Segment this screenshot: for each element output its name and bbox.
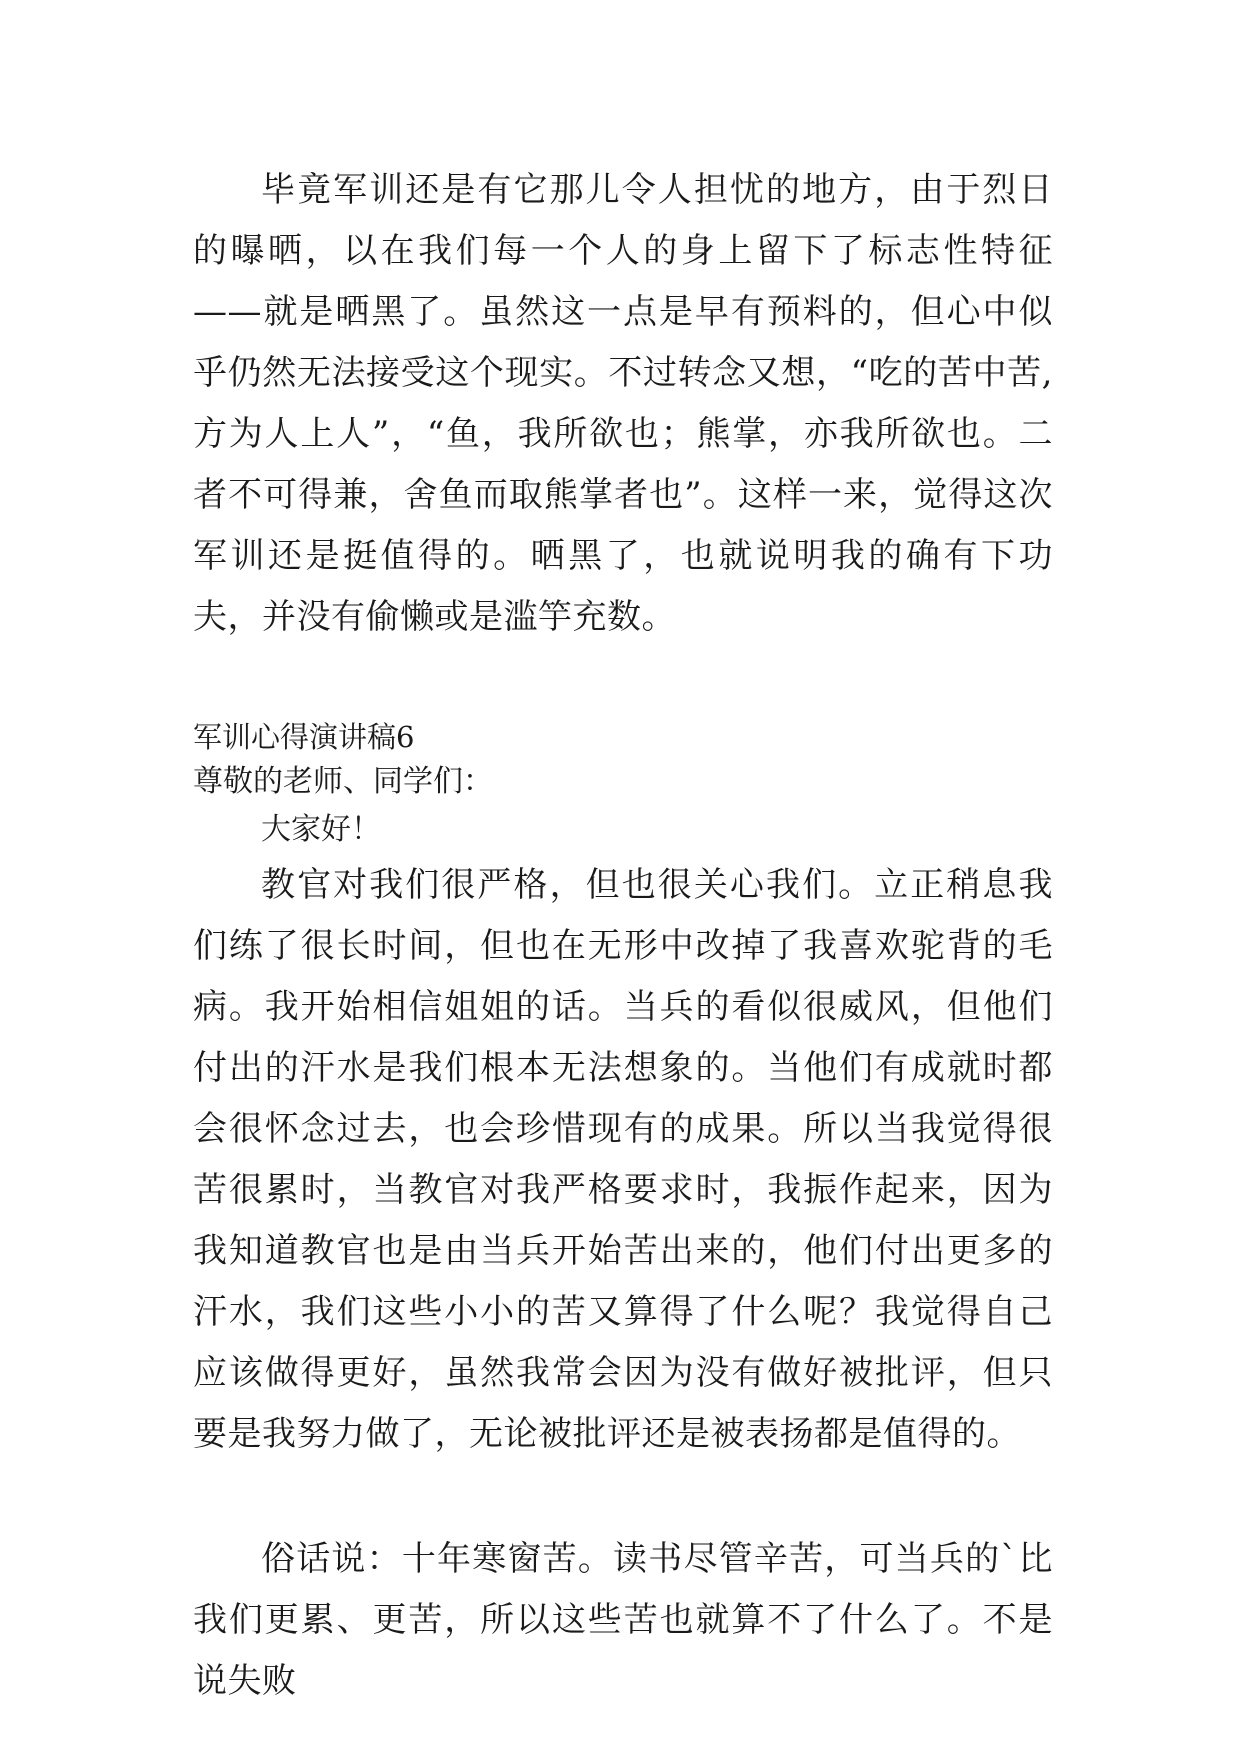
paragraph-instructor: 教官对我们很严格，但也很关心我们。立正稍息我们练了很长时间，但也在无形中改掉了我喜欢驼背的毛病。我开始相信姐姐的话。当兵的看似很威风，但他们付出的汗水是我们根本无法想象的。当他们有成就时都会很怀念过去，也会珍惜现有的成果。所以当我觉得很苦很累时，当教官对我严格要求时，我振作起来，因为我知道教官也是由当兵开始苦出来的，他们付出更多的汗水，我们这些小小的苦又算得了什么呢？我觉得自己应该做得更好，虽然我常会因为没有做好被批评，但只要是我努力做了，无论被批评还是被表扬都是值得的。 [193, 865, 1053, 1454]
greeting: 大家好！ [261, 812, 381, 847]
salutation: 尊敬的老师、同学们： [193, 764, 493, 799]
paragraph-proverb: 俗话说：十年寒窗苦。读书尽管辛苦，可当兵的`比我们更累、更苦，所以这些苦也就算不了什么了。不是说失败 [193, 1539, 1053, 1701]
document-page [193, 160, 1053, 1712]
section-title: 军训心得演讲稿6 [193, 720, 415, 754]
paragraph-sun-tan: 毕竟军训还是有它那儿令人担忧的地方，由于烈日的曝晒，以在我们每一个人的身上留下了标志性特征——就是晒黑了。虽然这一点是早有预料的，但心中似乎仍然无法接受这个现实。不过转念又想，“吃的苦中苦,方为人上人”，“鱼，我所欲也；熊掌，亦我所欲也。二者不可得兼，舍鱼而取熊掌者也”。这样一来，觉得这次军训还是挺值得的。晒黑了，也就说明我的确有下功夫，并没有偷懒或是滥竽充数。 [193, 170, 1053, 637]
